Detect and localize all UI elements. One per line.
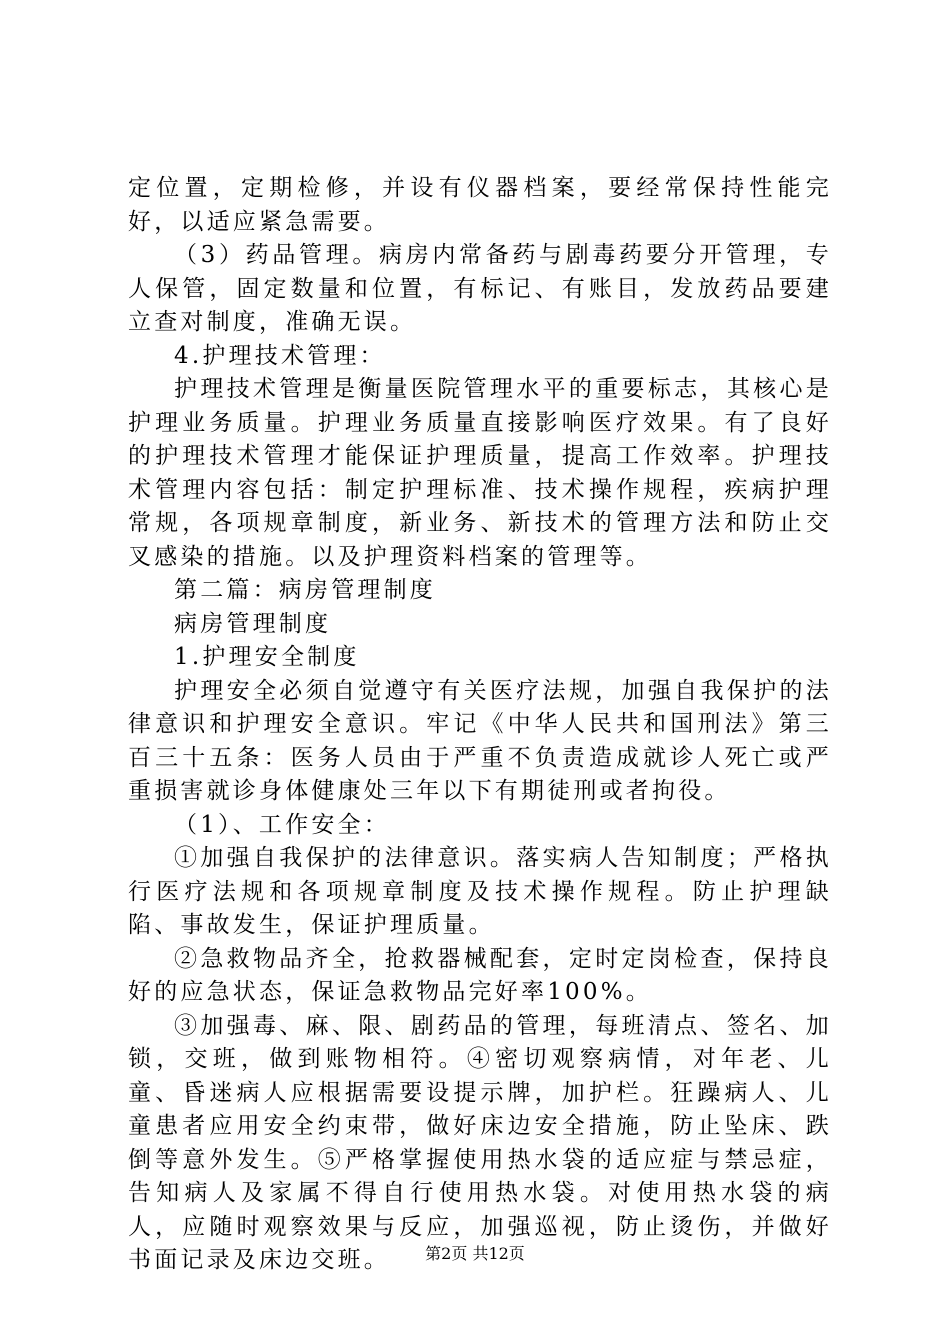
paragraph-1: 定位置，定期检修，并设有仪器档案，要经常保持性能完好，以适应紧急需要。 — [128, 175, 832, 235]
document-body — [128, 172, 832, 1278]
paragraph-10: ①加强自我保护的法律意识。落实病人告知制度；严格执行医疗法规和各项规章制度及技术操作规程。防止护理缺陷、事故发生，保证护理质量。 — [128, 845, 832, 938]
section-heading-nursing-tech: 4.护理技术管理： — [174, 342, 386, 369]
document-title: 病房管理制度 — [174, 610, 332, 637]
paragraph-2: （3）药品管理。病房内常备药与剧毒药要分开管理，专人保管，固定数量和位置，有标记、有账目，发放药品要建立查对制度，准确无误。 — [128, 242, 832, 335]
paragraph-11: ②急救物品齐全，抢救器械配套，定时定岗检查，保持良好的应急状态，保证急救物品完好率100%。 — [128, 945, 832, 1005]
page-number-footer: 第2页 共12页 — [425, 1244, 525, 1263]
paragraph-12: ③加强毒、麻、限、剧药品的管理，每班清点、签名、加锁，交班，做到账物相符。④密切观察病情，对年老、儿童、昏迷病人应根据需要设提示牌，加护栏。狂躁病人、儿童患者应用安全约束带，做好床边安全措施，防止坠床、跌倒等意外发生。⑤严格掌握使用热水袋的适应症与禁忌症，告知病人及家属不得自行使用热水袋。对使用热水袋的病人，应随时观察效果与反应，加强巡视，防止烫伤，并做好书面记录及床边交班。 — [128, 1012, 832, 1273]
section-heading-safety: 1.护理安全制度 — [174, 644, 360, 670]
paragraph-4: 护理技术管理是衡量医院管理水平的重要标志，其核心是护理业务质量。护理业务质量直接影响医疗效果。有了良好的护理技术管理才能保证护理质量，提高工作效率。护理技术管理内容包括：制定护理标准、技术操作规程，疾病护理常规，各项规章制度，新业务、新技术的管理方法和防止交叉感染的措施。以及护理资料档案的管理等。 — [128, 376, 832, 570]
paragraph-8: 护理安全必须自觉遵守有关医疗法规，加强自我保护的法律意识和护理安全意识。牢记《中华人民共和国刑法》第三百三十五条：医务人员由于严重不负责造成就诊人死亡或严重损害就诊身体健康处三年以下有期徒刑或者拘役。 — [128, 677, 832, 804]
chapter-heading: 第二篇：病房管理制度 — [174, 577, 436, 603]
subsection-heading-work-safety: （1）、工作安全： — [174, 811, 390, 838]
